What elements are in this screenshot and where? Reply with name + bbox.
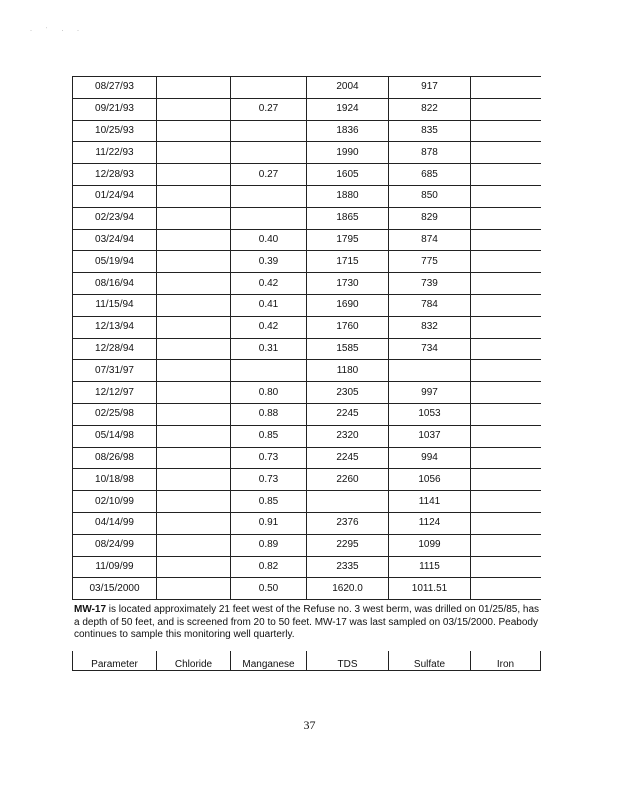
cell-sulfate: 997 <box>389 382 471 404</box>
cell-iron <box>471 185 541 207</box>
cell-tds: 1585 <box>307 338 389 360</box>
cell-iron <box>471 273 541 295</box>
cell-chloride <box>157 425 231 447</box>
cell-tds: 2260 <box>307 469 389 491</box>
cell-sulfate: 1037 <box>389 425 471 447</box>
cell-chloride <box>157 207 231 229</box>
cell-manganese: 0.40 <box>231 229 307 251</box>
table-row <box>73 164 541 186</box>
cell-manganese: 0.27 <box>231 164 307 186</box>
cell-sulfate: 685 <box>389 164 471 186</box>
cell-date: 08/24/99 <box>73 534 157 556</box>
cell-manganese: 0.91 <box>231 512 307 534</box>
well-id: MW-17 <box>74 604 107 615</box>
cell-date: 08/26/98 <box>73 447 157 469</box>
table-row <box>73 382 541 404</box>
cell-tds: 2376 <box>307 512 389 534</box>
cell-sulfate: 829 <box>389 207 471 229</box>
header-parameter: Parameter <box>73 651 157 671</box>
cell-sulfate: 739 <box>389 273 471 295</box>
cell-manganese <box>231 77 307 99</box>
cell-iron <box>471 120 541 142</box>
cell-manganese: 0.89 <box>231 534 307 556</box>
cell-chloride <box>157 120 231 142</box>
cell-tds: 2320 <box>307 425 389 447</box>
header-row <box>73 651 541 671</box>
cell-sulfate: 734 <box>389 338 471 360</box>
cell-iron <box>471 207 541 229</box>
cell-manganese: 0.73 <box>231 447 307 469</box>
cell-manganese: 0.73 <box>231 469 307 491</box>
cell-tds: 1990 <box>307 142 389 164</box>
cell-chloride <box>157 294 231 316</box>
cell-chloride <box>157 273 231 295</box>
cell-sulfate: 994 <box>389 447 471 469</box>
cell-tds: 1865 <box>307 207 389 229</box>
table-row <box>73 251 541 273</box>
cell-chloride <box>157 251 231 273</box>
cell-date: 09/21/93 <box>73 98 157 120</box>
cell-manganese: 0.42 <box>231 316 307 338</box>
cell-chloride <box>157 382 231 404</box>
table-row <box>73 534 541 556</box>
cell-chloride <box>157 229 231 251</box>
cell-iron <box>471 338 541 360</box>
cell-tds: 1180 <box>307 360 389 382</box>
cell-manganese <box>231 185 307 207</box>
cell-chloride <box>157 403 231 425</box>
cell-chloride <box>157 512 231 534</box>
table-row <box>73 425 541 447</box>
cell-date: 05/19/94 <box>73 251 157 273</box>
cell-iron <box>471 98 541 120</box>
table-row <box>73 556 541 578</box>
table-row <box>73 77 541 99</box>
cell-sulfate: 874 <box>389 229 471 251</box>
cell-date: 07/31/97 <box>73 360 157 382</box>
cell-sulfate: 832 <box>389 316 471 338</box>
cell-tds: 1730 <box>307 273 389 295</box>
header-iron: Iron <box>471 651 541 671</box>
cell-sulfate <box>389 360 471 382</box>
cell-manganese: 0.27 <box>231 98 307 120</box>
cell-date: 08/27/93 <box>73 77 157 99</box>
cell-date: 03/15/2000 <box>73 578 157 600</box>
cell-date: 11/09/99 <box>73 556 157 578</box>
header-manganese: Manganese <box>231 651 307 671</box>
cell-iron <box>471 491 541 513</box>
cell-chloride <box>157 360 231 382</box>
cell-tds: 1715 <box>307 251 389 273</box>
cell-tds: 1795 <box>307 229 389 251</box>
cell-date: 12/28/93 <box>73 164 157 186</box>
cell-date: 10/25/93 <box>73 120 157 142</box>
cell-chloride <box>157 164 231 186</box>
cell-date: 04/14/99 <box>73 512 157 534</box>
table-row <box>73 229 541 251</box>
cell-manganese: 0.39 <box>231 251 307 273</box>
table-row <box>73 578 541 600</box>
well-description <box>74 604 544 642</box>
cell-date: 01/24/94 <box>73 185 157 207</box>
cell-manganese <box>231 120 307 142</box>
cell-manganese: 0.80 <box>231 382 307 404</box>
cell-tds: 1760 <box>307 316 389 338</box>
cell-iron <box>471 251 541 273</box>
cell-manganese: 0.31 <box>231 338 307 360</box>
cell-date: 12/12/97 <box>73 382 157 404</box>
cell-chloride <box>157 142 231 164</box>
cell-manganese: 0.42 <box>231 273 307 295</box>
monitoring-data-table <box>72 76 541 600</box>
table-row <box>73 207 541 229</box>
cell-tds: 2335 <box>307 556 389 578</box>
cell-date: 02/25/98 <box>73 403 157 425</box>
cell-manganese <box>231 142 307 164</box>
cell-tds: 1605 <box>307 164 389 186</box>
cell-manganese: 0.85 <box>231 425 307 447</box>
cell-date: 05/14/98 <box>73 425 157 447</box>
cell-tds: 2245 <box>307 447 389 469</box>
cell-sulfate: 784 <box>389 294 471 316</box>
cell-chloride <box>157 98 231 120</box>
cell-iron <box>471 164 541 186</box>
cell-sulfate: 1053 <box>389 403 471 425</box>
table-row <box>73 316 541 338</box>
table-row <box>73 403 541 425</box>
table-row <box>73 360 541 382</box>
cell-sulfate: 1099 <box>389 534 471 556</box>
scan-specks: · ˙ · · <box>30 28 85 34</box>
table-row <box>73 142 541 164</box>
cell-date: 12/13/94 <box>73 316 157 338</box>
table-row <box>73 273 541 295</box>
cell-iron <box>471 229 541 251</box>
cell-tds: 1836 <box>307 120 389 142</box>
cell-tds: 1924 <box>307 98 389 120</box>
cell-date: 02/23/94 <box>73 207 157 229</box>
cell-date: 08/16/94 <box>73 273 157 295</box>
cell-iron <box>471 447 541 469</box>
cell-iron <box>471 534 541 556</box>
cell-manganese <box>231 207 307 229</box>
header-sulfate: Sulfate <box>389 651 471 671</box>
cell-sulfate: 1056 <box>389 469 471 491</box>
cell-chloride <box>157 338 231 360</box>
header-tds: TDS <box>307 651 389 671</box>
table-row <box>73 512 541 534</box>
table-row <box>73 491 541 513</box>
cell-manganese <box>231 360 307 382</box>
table-row <box>73 447 541 469</box>
cell-date: 03/24/94 <box>73 229 157 251</box>
table-row <box>73 98 541 120</box>
cell-tds: 2004 <box>307 77 389 99</box>
cell-tds: 2245 <box>307 403 389 425</box>
cell-tds: 1690 <box>307 294 389 316</box>
cell-chloride <box>157 469 231 491</box>
cell-manganese: 0.85 <box>231 491 307 513</box>
cell-sulfate: 878 <box>389 142 471 164</box>
cell-sulfate: 1124 <box>389 512 471 534</box>
cell-manganese: 0.88 <box>231 403 307 425</box>
cell-sulfate: 917 <box>389 77 471 99</box>
cell-date: 11/15/94 <box>73 294 157 316</box>
cell-tds: 1880 <box>307 185 389 207</box>
cell-iron <box>471 556 541 578</box>
cell-chloride <box>157 491 231 513</box>
table-row <box>73 120 541 142</box>
cell-iron <box>471 294 541 316</box>
cell-iron <box>471 77 541 99</box>
cell-manganese: 0.50 <box>231 578 307 600</box>
table-row <box>73 469 541 491</box>
cell-sulfate: 835 <box>389 120 471 142</box>
cell-date: 10/18/98 <box>73 469 157 491</box>
cell-manganese: 0.82 <box>231 556 307 578</box>
cell-iron <box>471 142 541 164</box>
cell-chloride <box>157 534 231 556</box>
well-description-text: is located approximately 21 feet west of the Refuse no. 3 west berm, was drilled on 01/25/85, has a depth of 50 feet, and is screened from 20 to 50 feet. MW-17 was last sampled on 03/15/2000. Peabody continues to sample this monitoring well quarterly. <box>74 604 540 640</box>
cell-chloride <box>157 77 231 99</box>
header-chloride: Chloride <box>157 651 231 671</box>
cell-tds: 2305 <box>307 382 389 404</box>
cell-chloride <box>157 578 231 600</box>
cell-chloride <box>157 447 231 469</box>
cell-iron <box>471 512 541 534</box>
cell-manganese: 0.41 <box>231 294 307 316</box>
cell-sulfate: 1115 <box>389 556 471 578</box>
cell-sulfate: 1011.51 <box>389 578 471 600</box>
cell-iron <box>471 469 541 491</box>
cell-iron <box>471 360 541 382</box>
cell-date: 02/10/99 <box>73 491 157 513</box>
cell-date: 12/28/94 <box>73 338 157 360</box>
cell-iron <box>471 578 541 600</box>
parameter-header-table <box>72 651 541 671</box>
cell-sulfate: 1141 <box>389 491 471 513</box>
cell-sulfate: 850 <box>389 185 471 207</box>
cell-tds: 1620.0 <box>307 578 389 600</box>
cell-iron <box>471 425 541 447</box>
cell-sulfate: 822 <box>389 98 471 120</box>
table-row <box>73 185 541 207</box>
table-row <box>73 294 541 316</box>
cell-chloride <box>157 316 231 338</box>
cell-iron <box>471 403 541 425</box>
cell-date: 11/22/93 <box>73 142 157 164</box>
cell-iron <box>471 316 541 338</box>
cell-chloride <box>157 556 231 578</box>
cell-iron <box>471 382 541 404</box>
cell-tds: 2295 <box>307 534 389 556</box>
page-number: 37 <box>303 718 316 732</box>
table-row <box>73 338 541 360</box>
cell-chloride <box>157 185 231 207</box>
cell-sulfate: 775 <box>389 251 471 273</box>
cell-tds <box>307 491 389 513</box>
